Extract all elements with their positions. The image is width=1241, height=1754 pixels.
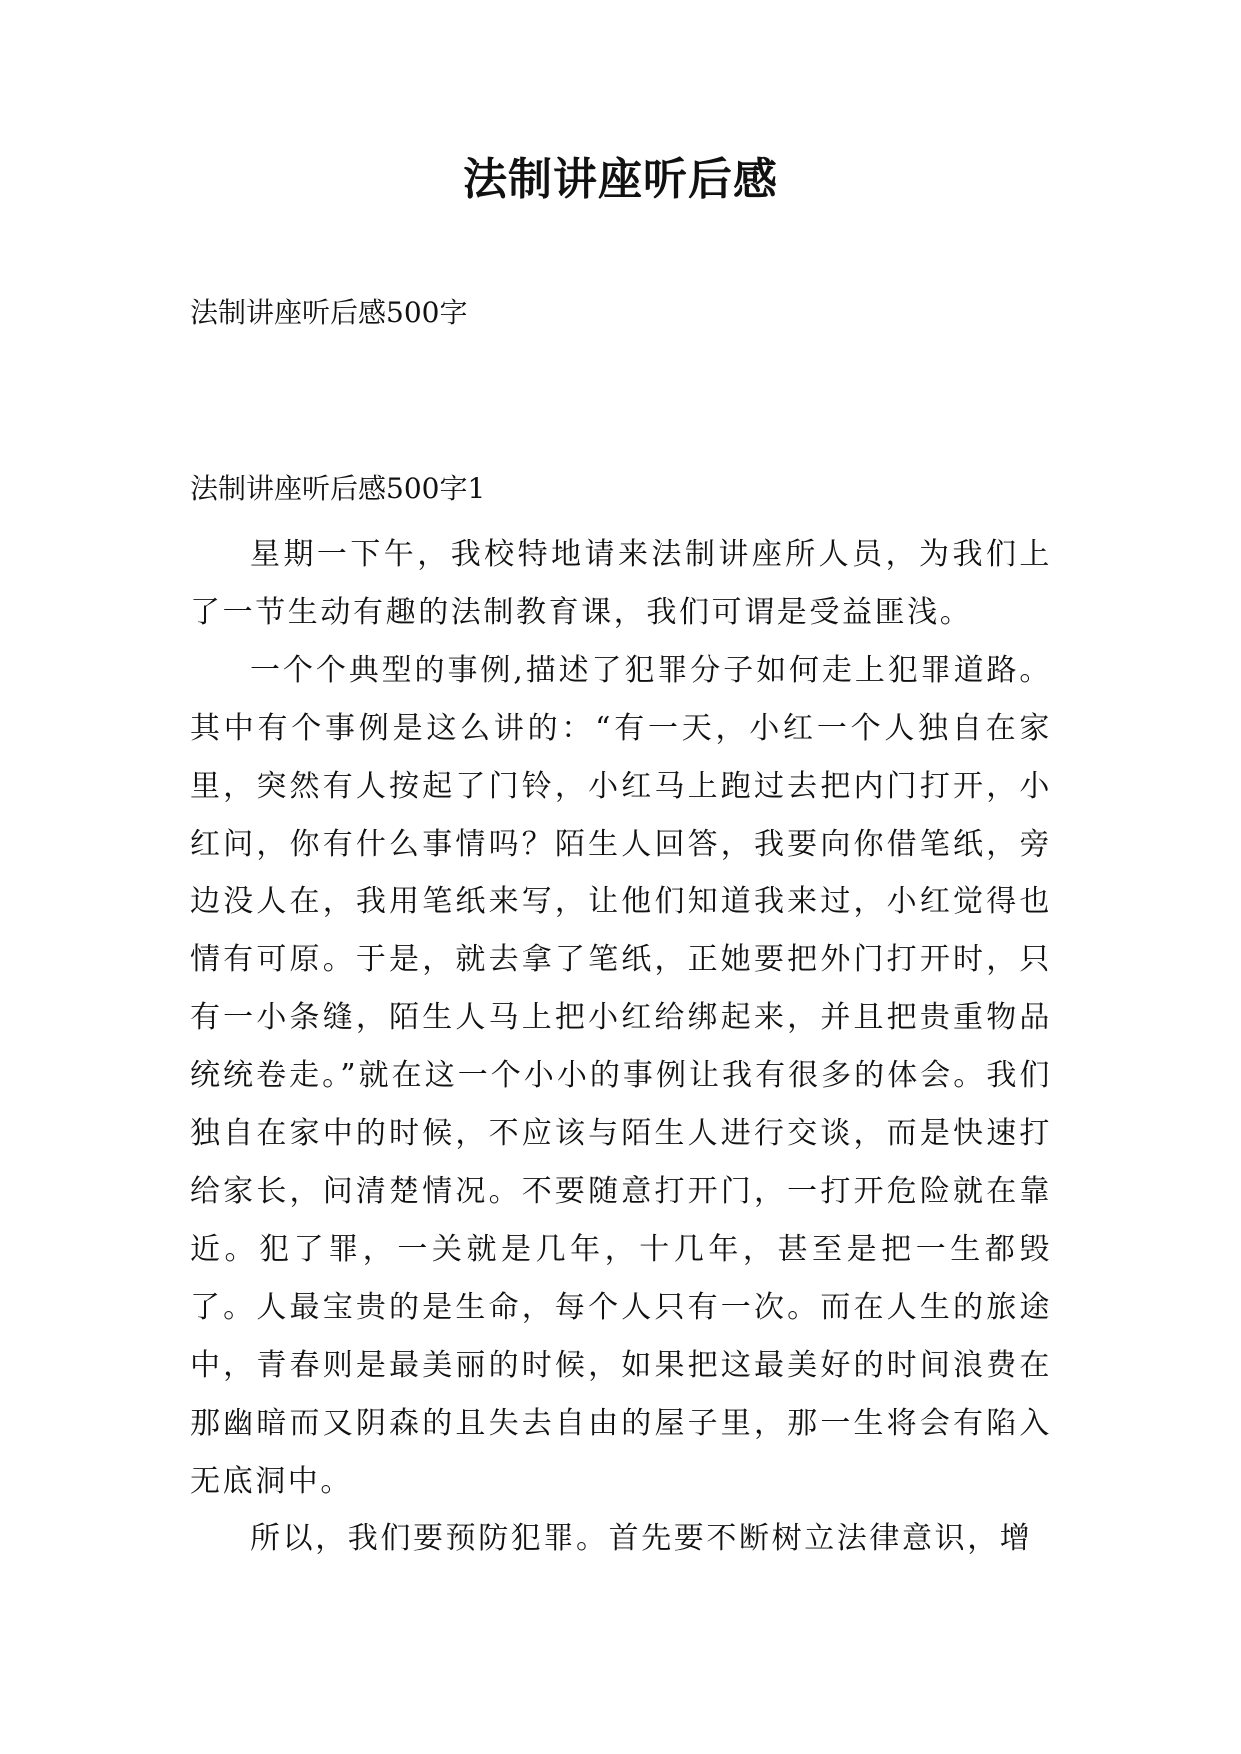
paragraph: 所以，我们要预防犯罪。首先要不断树立法律意识，增 — [250, 1521, 1033, 1557]
document-subtitle: 法制讲座听后感500字 — [190, 296, 468, 329]
paragraph: 一个个典型的事例,描述了犯罪分子如何走上犯罪道路。其中有个事例是这么讲的：“有一天，小红一个人独自在家里，突然有人按起了门铃，小红马上跑过去把内门打开，小红问，你有什么事情吗？陌生人回答，我要向你借笔纸，旁边没人在，我用笔纸来写，让他们知道我来过，小红觉得也情有可原。于是，就去拿了笔纸，正她要把外门打开时，只有一小条缝，陌生人马上把小红给绑起来，并且把贵重物品统统卷走。”就在这一个小小的事例让我有很多的体会。我们独自在家中的时候，不应该与陌生人进行交谈，而是快速打给家长，问清楚情况。不要随意打开门，一打开危险就在靠近。犯了罪，一关就是几年，十几年，甚至是把一生都毁了。人最宝贵的是生命，每个人只有一次。而在人生的旅途中，青春则是最美丽的时候，如果把这最美好的时间浪费在那幽暗而又阴森的且失去自由的屋子里，那一生将会有陷入无底洞中。 — [190, 652, 1052, 1499]
document-title: 法制讲座听后感 — [463, 154, 778, 205]
paragraph: 星期一下午，我校特地请来法制讲座所人员，为我们上了一节生动有趣的法制教育课，我们可谓是受益匪浅。 — [190, 537, 1052, 630]
section-heading: 法制讲座听后感500字1 — [190, 472, 486, 505]
body-text — [190, 526, 1052, 1568]
